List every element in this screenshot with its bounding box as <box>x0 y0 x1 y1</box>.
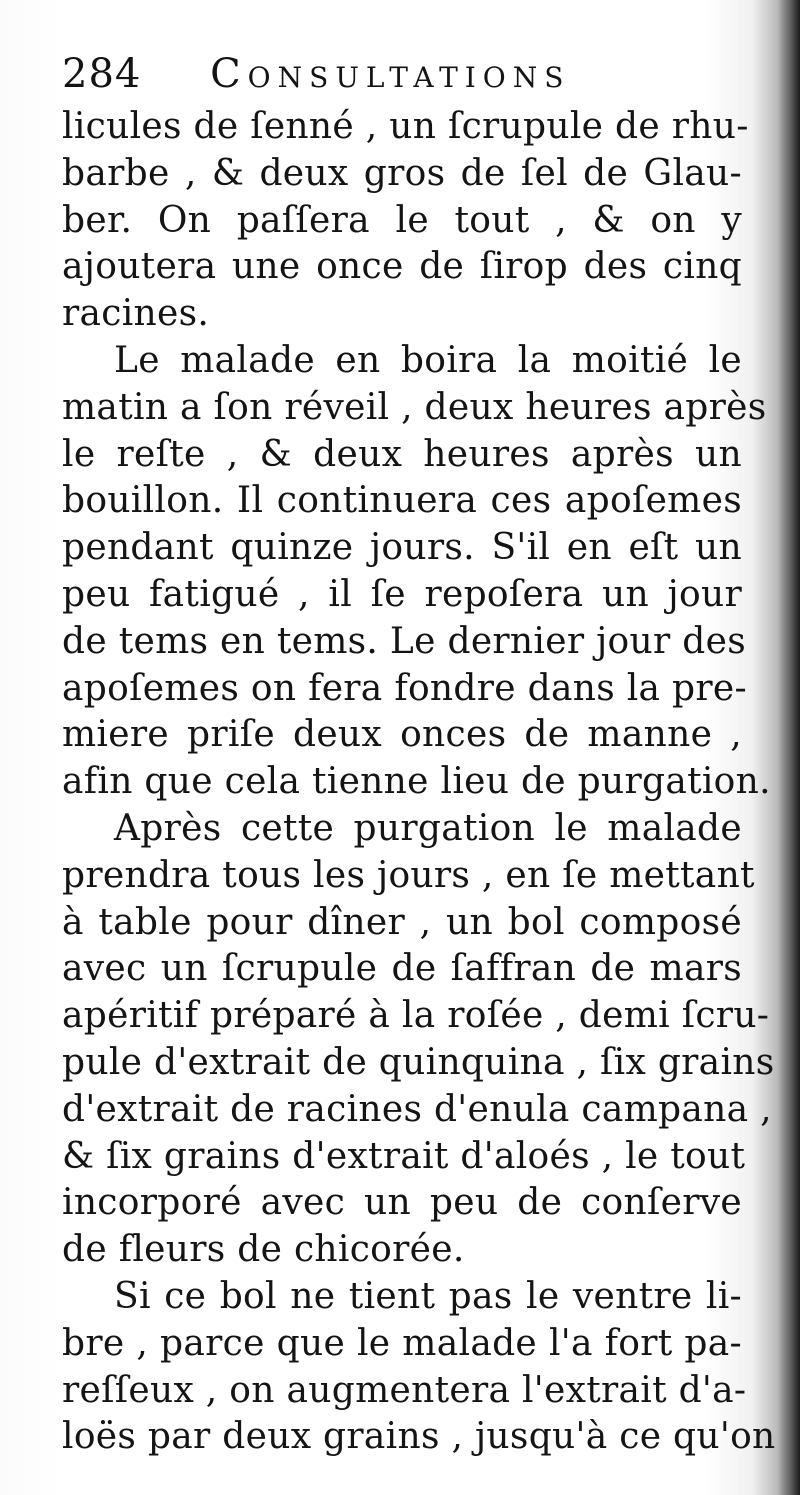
text-line: matin a ſon réveil , deux heures après <box>62 386 767 428</box>
page-edge-shadow <box>778 0 800 1495</box>
text-line: pule d'extrait de quinquina , ſix grains <box>62 1041 775 1083</box>
text-line: reſſeux , on augmentera l'extrait d'a- <box>62 1369 747 1411</box>
text-line: afin que cela tienne lieu de purgation. <box>62 761 771 803</box>
text-line: avec un ſcrupule de ſaffran de mars <box>62 948 742 990</box>
text-line: le reſte , & deux heures après un <box>62 433 742 475</box>
page-number: 284 <box>62 51 142 97</box>
text-line: peu fatigué , il ſe repoſera un jour <box>62 573 742 615</box>
text-line: pendant quinze jours. S'il en eſt un <box>62 527 742 569</box>
text-line: bouillon. Il continuera ces apoſemes <box>62 480 742 522</box>
text-line: racines. <box>62 293 210 335</box>
text-line: Après cette purgation le malade <box>114 807 742 849</box>
text-line: miere priſe deux onces de manne , <box>62 714 742 756</box>
text-line: de fleurs de chicorée. <box>62 1229 465 1271</box>
text-line: licules de ſenné , un ſcrupule de rhu- <box>62 106 749 147</box>
text-line: loës par deux grains , jusqu'à ce qu'on <box>62 1416 776 1458</box>
text-line: Si ce bol ne tient pas le ventre li- <box>114 1275 742 1317</box>
text-line: incorporé avec un peu de conſerve <box>62 1182 742 1224</box>
text-line: Le malade en boira la moitié le <box>114 339 742 381</box>
text-line: apéritif préparé à la roſée , demi ſcru- <box>62 995 770 1037</box>
text-line: bre , parce que le malade l'a fort pa- <box>62 1322 742 1364</box>
text-line: apoſemes on fera fondre dans la pre- <box>62 667 747 709</box>
page-header <box>62 44 722 104</box>
running-title: Consultations <box>210 51 571 97</box>
text-line: ajoutera une once de ſirop des cinq <box>62 246 742 288</box>
text-line: de tems en tems. Le dernier jour des <box>62 620 746 662</box>
body-text <box>62 104 776 1461</box>
text-line: barbe , & deux gros de ſel de Glau- <box>62 152 742 194</box>
text-line: prendra tous les jours , en ſe mettant <box>62 854 755 896</box>
text-line: d'extrait de racines d'enula campana , <box>62 1088 772 1130</box>
text-line: ber. On paſſera le tout , & on y <box>62 199 742 241</box>
text-line: & ſix grains d'extrait d'aloés , le tout <box>62 1135 746 1177</box>
text-line: à table pour dîner , un bol composé <box>62 901 742 943</box>
